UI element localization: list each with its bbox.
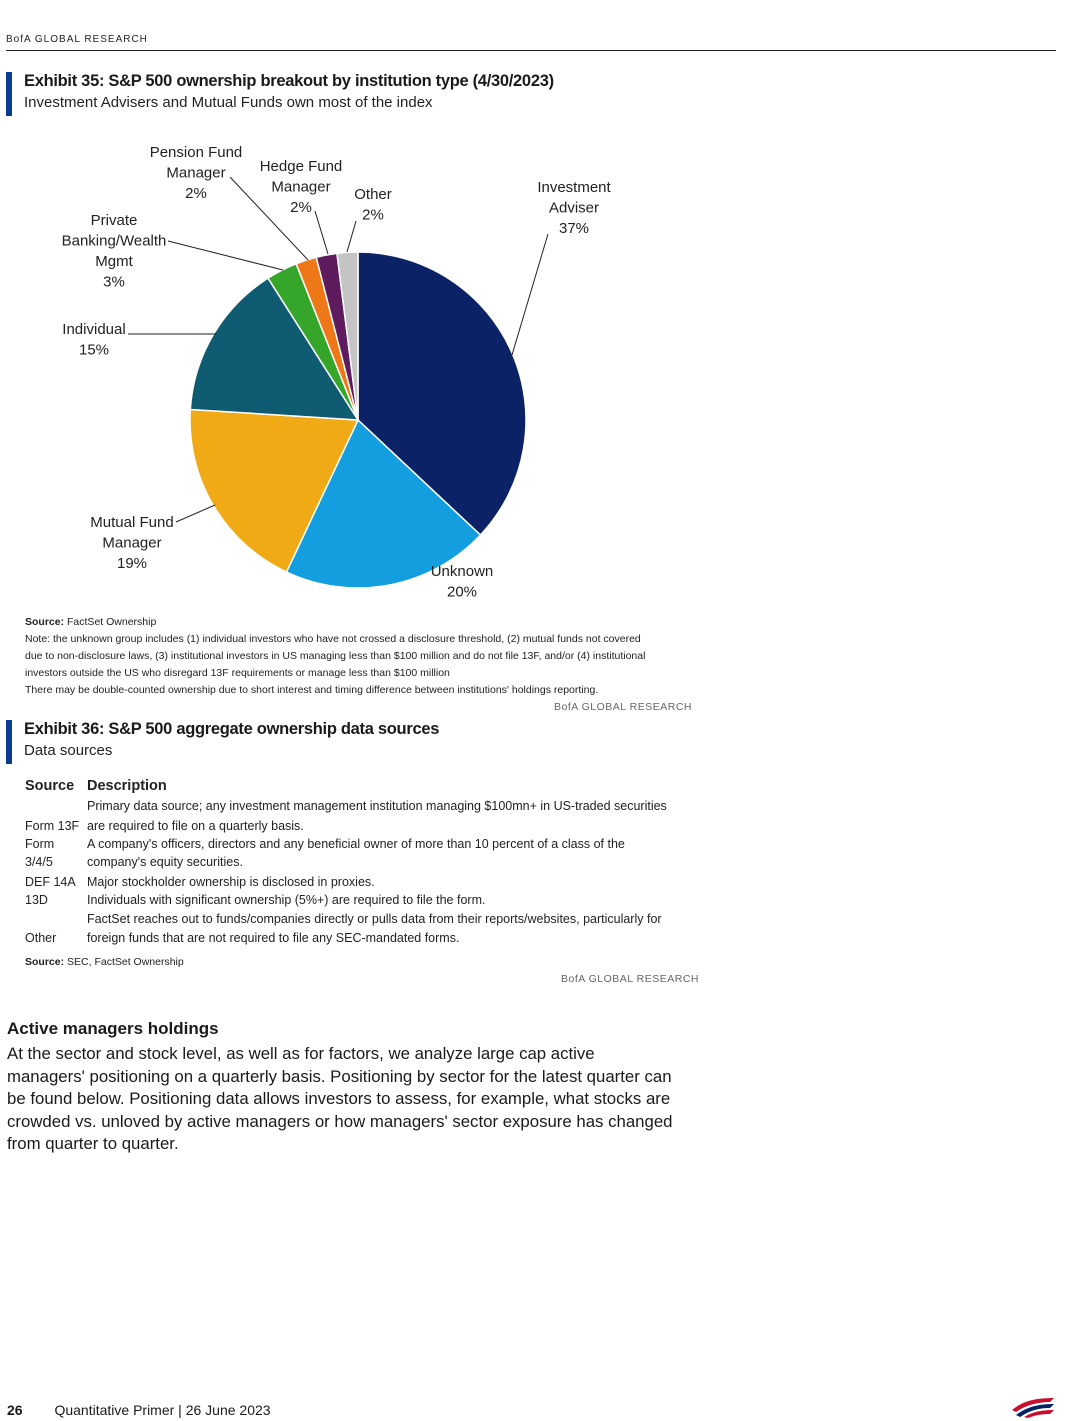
exhibit-36-brand: BofA GLOBAL RESEARCH	[561, 973, 699, 985]
leader-line	[168, 241, 283, 270]
source-label: Source:	[25, 956, 65, 968]
ownership-pie-chart	[0, 120, 700, 610]
column-header-description: Description	[87, 778, 167, 794]
body-paragraph: At the sector and stock level, as well as for factors, we analyze large cap active managers' positioning on a quarterly basis. Positioning by sector for the latest quarter can be found below. Positioning data allows investors to assess, for example, what stocks are crowded vs. unloved by active managers or how managers' sector exposure has changed from quarter to quarter.	[7, 1044, 673, 1154]
table-cell-description: are required to file on a quarterly basis.	[87, 819, 304, 833]
slice-label-investment-adviser: Investment Adviser 37%	[537, 179, 611, 237]
exhibit-accent-bar	[6, 720, 12, 764]
exhibit-35-source	[25, 616, 156, 628]
leader-line	[176, 505, 215, 522]
table-cell-description: Primary data source; any investment management institution managing $100mn+ in US-traded securities	[87, 799, 667, 813]
page-footer	[7, 1402, 271, 1418]
table-cell-description: Major stockholder ownership is disclosed in proxies.	[87, 875, 375, 889]
slice-label-individual: Individual 15%	[62, 321, 126, 359]
exhibit-36-title: Exhibit 36: S&P 500 aggregate ownership data sources	[24, 720, 440, 738]
section-body	[7, 1043, 677, 1156]
exhibit-35-brand: BofA GLOBAL RESEARCH	[554, 701, 692, 713]
table-cell-source: 13D	[25, 893, 48, 907]
leader-line	[347, 221, 356, 252]
leader-line	[315, 211, 328, 254]
exhibit-35-subtitle: Investment Advisers and Mutual Funds own most of the index	[24, 94, 433, 111]
column-header-source: Source	[25, 778, 75, 794]
slice-label-pension-fund-manager: Pension Fund Manager 2%	[149, 144, 243, 202]
bofa-flag-logo-icon	[1010, 1396, 1056, 1418]
section-title: Active managers holdings	[7, 1019, 219, 1038]
table-cell-source: Form	[25, 837, 55, 851]
table-cell-source: Other	[25, 931, 57, 945]
footer-doc-title: Quantitative Primer | 26 June 2023	[54, 1402, 271, 1418]
slice-label-private-banking-wealth-mgmt: Private Banking/Wealth Mgmt 3%	[61, 212, 167, 291]
table-cell-description: FactSet reaches out to funds/companies directly or pulls data from their reports/websites, particularly for	[87, 912, 662, 926]
exhibit-accent-bar	[6, 72, 12, 116]
slice-label-unknown: Unknown 20%	[430, 563, 494, 601]
table-cell-source: DEF 14A	[25, 875, 76, 889]
table-cell-description: foreign funds that are not required to file any SEC-mandated forms.	[87, 931, 460, 945]
header-brand: BofA GLOBAL RESEARCH	[6, 34, 148, 45]
table-cell-description: Individuals with significant ownership (5%+) are required to file the form.	[87, 893, 486, 907]
page-number: 26	[7, 1402, 23, 1418]
page-header	[6, 32, 1056, 51]
note-line-1: Note: the unknown group includes (1) individual investors who have not crossed a disclosure threshold, (2) mutual funds not covered	[25, 633, 641, 645]
source-text: FactSet Ownership	[67, 616, 157, 628]
exhibit-35-title: Exhibit 35: S&P 500 ownership breakout by institution type (4/30/2023)	[24, 72, 554, 90]
exhibit-36-subtitle: Data sources	[24, 742, 113, 759]
note-line-2: due to non-disclosure laws, (3) institutional investors in US managing less than $100 million and do not file 13F, and/or (4) institutional	[25, 650, 646, 662]
note-line-3: investors outside the US who disregard 13F requirements or manage less than $100 million	[25, 667, 450, 679]
source-label: Source:	[25, 616, 65, 628]
slice-label-other: Other 2%	[354, 186, 392, 224]
table-cell-description: A company's officers, directors and any beneficial owner of more than 10 percent of a class of the	[87, 837, 625, 851]
leader-line	[512, 234, 548, 355]
table-cell-description: company's equity securities.	[87, 855, 243, 869]
table-cell-source: 3/4/5	[25, 855, 53, 869]
exhibit-36-source	[25, 956, 184, 968]
table-cell-source: Form 13F	[25, 819, 80, 833]
slice-label-mutual-fund-manager: Mutual Fund Manager 19%	[90, 514, 174, 572]
note-line-4: There may be double-counted ownership due to short interest and timing difference between institutions' holdings reporting.	[25, 684, 599, 696]
source-text: SEC, FactSet Ownership	[67, 956, 184, 968]
slice-label-hedge-fund-manager: Hedge Fund Manager 2%	[259, 158, 343, 216]
